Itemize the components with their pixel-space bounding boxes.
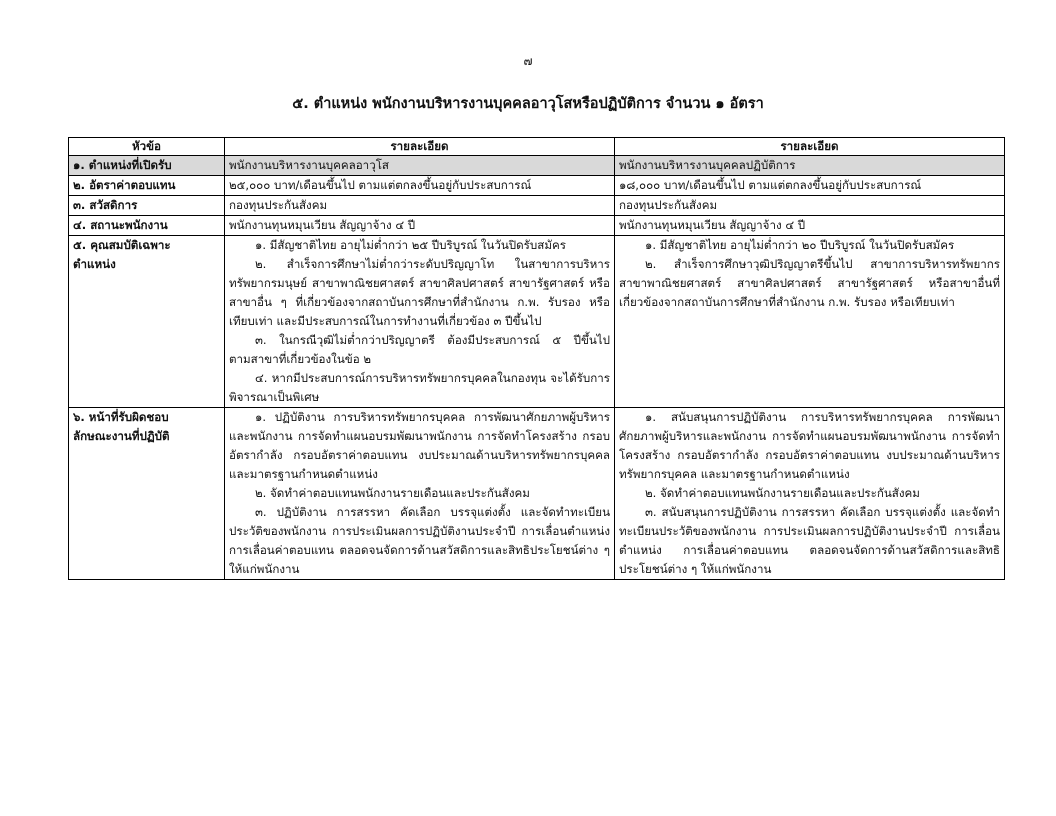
- position-details-table: [68, 137, 1005, 580]
- row-label-line: ลักษณะงานที่ปฏิบัติ: [73, 429, 170, 443]
- detail-line: อัตรากำลัง กรอบอัตราค่าตอบแทน งบประมาณด้านบริหารทรัพยากรบุคคล: [229, 448, 610, 462]
- detail-line: ๔. หากมีประสบการณ์การบริหารทรัพยากรบุคคลในกองทุน จะได้รับการ: [255, 371, 610, 385]
- detail-line: และพนักงาน การจัดทำแผนอบรมพัฒนาพนักงาน การจัดทำโครงสร้าง กรอบ: [229, 429, 610, 443]
- detail-line: โครงสร้าง กรอบอัตรากำลัง กรอบอัตราค่าตอบแทน งบประมาณด้านบริหาร: [619, 448, 1000, 462]
- row-label: [69, 408, 225, 580]
- detail-line: ๒๕,๐๐๐ บาท/เดือนขึ้นไป ตามแต่ตกลงขึ้นอยู่กับประสบการณ์: [229, 178, 532, 192]
- table-row: [69, 236, 1005, 408]
- detail-line: ๑. มีสัญชาติไทย อายุไม่ต่ำกว่า ๒๐ ปีบริบูรณ์ ในวันปิดรับสมัคร: [645, 238, 955, 252]
- detail-line: ๑๘,๐๐๐ บาท/เดือนขึ้นไป ตามแต่ตกลงขึ้นอยู่กับประสบการณ์: [619, 178, 922, 192]
- row-label: [69, 156, 225, 176]
- detail-line: เทียบเท่า และมีประสบการณ์ในการทำงานที่เกี่ยวข้อง ๓ ปีขึ้นไป: [229, 314, 542, 328]
- detail-line: ๓. สนับสนุนการปฏิบัติงาน การสรรหา คัดเลือก บรรจุแต่งตั้ง และจัดทำ: [645, 505, 1000, 519]
- detail-line: พนักงานทุนหมุนเวียน สัญญาจ้าง ๔ ปี: [229, 218, 416, 232]
- detail-line: ทรัพยากรมนุษย์ สาขาพาณิชยศาสตร์ สาขาศิลปศาสตร์ สาขารัฐศาสตร์ หรือ: [229, 276, 610, 290]
- detail-line: ๑. มีสัญชาติไทย อายุไม่ต่ำกว่า ๒๕ ปีบริบูรณ์ ในวันปิดรับสมัคร: [255, 238, 566, 252]
- operational-details-cell: [615, 156, 1005, 176]
- detail-line: ทะเบียนประวัติของพนักงาน การประเมินผลการปฏิบัติงานประจำปี การเลื่อน: [619, 524, 1000, 538]
- detail-line: พิจารณาเป็นพิเศษ: [229, 390, 320, 404]
- row-label-line: ๕. คุณสมบัติเฉพาะ: [73, 238, 171, 252]
- detail-line: ตำแหน่ง การเลื่อนค่าตอบแทน ตลอดจนจัดการด้านสวัสดิการและสิทธิ: [619, 543, 1000, 557]
- header-details-senior: รายละเอียด: [225, 138, 615, 156]
- detail-line: พนักงานบริหารงานบุคคลปฏิบัติการ: [619, 158, 796, 172]
- detail-line: กองทุนประกันสังคม: [229, 198, 328, 212]
- detail-line: ๑. ปฏิบัติงาน การบริหารทรัพยากรบุคคล การพัฒนาศักยภาพผู้บริหาร: [255, 410, 610, 424]
- detail-line: ให้แก่พนักงาน: [229, 562, 300, 576]
- senior-details-cell: [225, 196, 615, 216]
- header-details-operational: รายละเอียด: [615, 138, 1005, 156]
- senior-details-cell: [225, 408, 615, 580]
- row-label-line: ๑. ตำแหน่งที่เปิดรับ: [73, 158, 172, 172]
- detail-line: ๒. จัดทำค่าตอบแทนพนักงานรายเดือนและประกันสังคม: [255, 486, 530, 500]
- detail-line: ๒. สำเร็จการศึกษาวุฒิปริญญาตรีขึ้นไป สาขาการบริหารทรัพยากร: [645, 257, 1000, 271]
- detail-line: พนักงานทุนหมุนเวียน สัญญาจ้าง ๔ ปี: [619, 218, 806, 232]
- detail-line: และมาตรฐานกำหนดตำแหน่ง: [229, 467, 378, 481]
- operational-details-cell: [615, 216, 1005, 236]
- document-title: ๕. ตำแหน่ง พนักงานบริหารงานบุคคลอาวุโสหรือปฏิบัติการ จำนวน ๑ อัตรา: [292, 96, 764, 112]
- row-label-line: ตำแหน่ง: [73, 257, 116, 271]
- detail-line: การเลื่อนค่าตอบแทน ตลอดจนจัดการด้านสวัสดิการและสิทธิประโยชน์ต่าง ๆ: [229, 543, 610, 557]
- senior-details-cell: [225, 216, 615, 236]
- operational-details-cell: [615, 176, 1005, 196]
- row-label: [69, 236, 225, 408]
- detail-line: พนักงานบริหารงานบุคคลอาวุโส: [229, 158, 390, 172]
- header-topic: หัวข้อ: [69, 138, 225, 156]
- detail-line: ๒. จัดทำค่าตอบแทนพนักงานรายเดือนและประกันสังคม: [645, 486, 920, 500]
- operational-details-cell: [615, 408, 1005, 580]
- detail-line: ๓. ปฏิบัติงาน การสรรหา คัดเลือก บรรจุแต่งตั้ง และจัดทำทะเบียน: [255, 505, 610, 519]
- operational-details-cell: [615, 196, 1005, 216]
- row-label-line: ๓. สวัสดิการ: [73, 198, 138, 212]
- detail-line: กองทุนประกันสังคม: [619, 198, 718, 212]
- table-row: [69, 156, 1005, 176]
- senior-details-cell: [225, 156, 615, 176]
- row-label-line: ๖. หน้าที่รับผิดชอบ: [73, 410, 169, 424]
- detail-line: ตามสาขาที่เกี่ยวข้องในข้อ ๒: [229, 352, 371, 366]
- table-row: [69, 196, 1005, 216]
- detail-line: ทรัพยากรบุคคล และมาตรฐานกำหนดตำแหน่ง: [619, 467, 850, 481]
- detail-line: ๓. ในกรณีวุฒิไม่ต่ำกว่าปริญญาตรี ต้องมีประสบการณ์ ๕ ปีขึ้นไป: [255, 333, 610, 347]
- row-label: [69, 216, 225, 236]
- detail-line: สาขาอื่น ๆ ที่เกี่ยวข้องจากสถาบันการศึกษาที่สำนักงาน ก.พ. รับรอง หรือ: [229, 295, 610, 309]
- detail-line: สาขาพาณิชยศาสตร์ สาขาศิลปศาสตร์ สาขารัฐศาสตร์ หรือสาขาอื่นที่: [619, 276, 1000, 290]
- table-header-row: [69, 138, 1005, 156]
- detail-line: ๑. สนับสนุนการปฏิบัติงาน การบริหารทรัพยากรบุคคล การพัฒนา: [645, 410, 1000, 424]
- row-label: [69, 196, 225, 216]
- table-row: [69, 176, 1005, 196]
- table-row: [69, 216, 1005, 236]
- table-row: [69, 408, 1005, 580]
- detail-line: ศักยภาพผู้บริหารและพนักงาน การจัดทำแผนอบรมพัฒนาพนักงาน การจัดทำ: [619, 429, 1000, 443]
- senior-details-cell: [225, 236, 615, 408]
- detail-line: ประโยชน์ต่าง ๆ ให้แก่พนักงาน: [619, 562, 772, 576]
- row-label-line: ๒. อัตราค่าตอบแทน: [73, 178, 176, 192]
- detail-line: ประวัติของพนักงาน การประเมินผลการปฏิบัติงานประจำปี การเลื่อนตำแหน่ง: [229, 524, 610, 538]
- row-label-line: ๔. สถานะพนักงาน: [73, 218, 168, 232]
- senior-details-cell: [225, 176, 615, 196]
- page-number: ๗: [523, 54, 533, 68]
- row-label: [69, 176, 225, 196]
- detail-line: ๒. สำเร็จการศึกษาไม่ต่ำกว่าระดับปริญญาโท ในสาขาการบริหาร: [255, 257, 610, 271]
- operational-details-cell: [615, 236, 1005, 408]
- detail-line: เกี่ยวข้องจากสถาบันการศึกษาที่สำนักงาน ก.พ. รับรอง หรือเทียบเท่า: [619, 295, 955, 309]
